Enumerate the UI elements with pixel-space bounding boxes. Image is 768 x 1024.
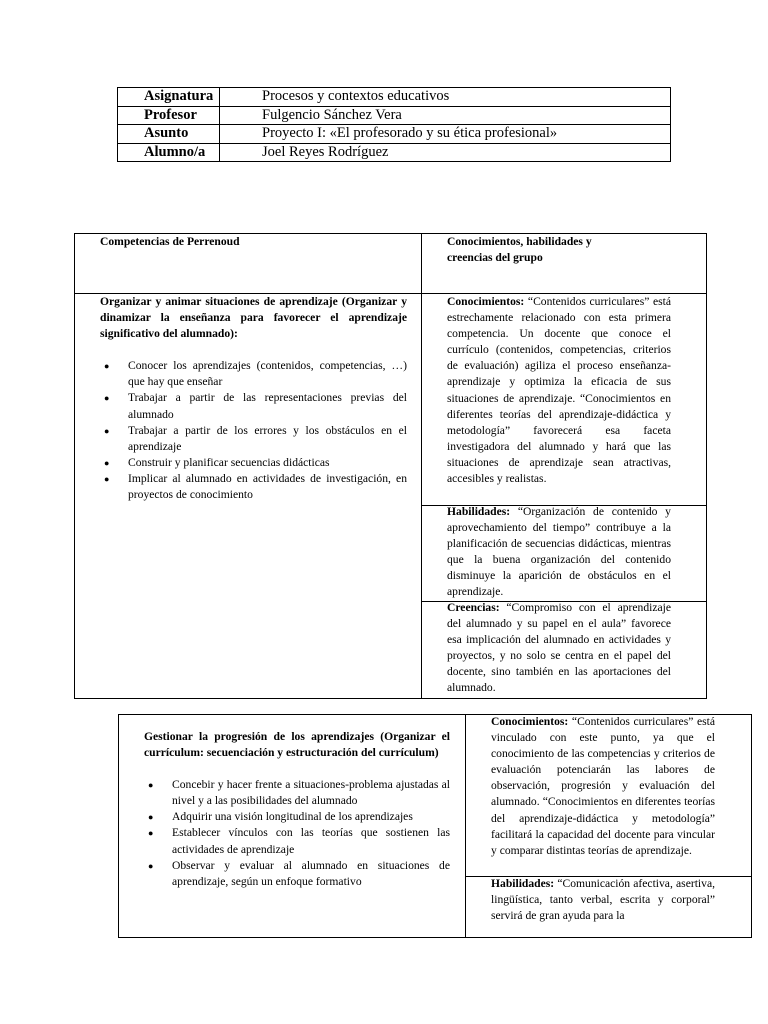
competence-list [144, 777, 450, 890]
competence-cell [100, 294, 407, 503]
info-label: Asunto [118, 125, 220, 144]
habilidades-cell [447, 504, 671, 601]
info-value: Procesos y contextos educativos [220, 88, 671, 107]
info-row [118, 88, 671, 107]
info-row [118, 143, 671, 162]
creencias-label: Creencias: [447, 601, 500, 614]
competence-title: Organizar y animar situaciones de aprendizaje (Organizar y dinamizar la enseñanza para favorecer el aprendizaje significativo del alumnado): [100, 295, 407, 341]
conocimientos-cell [491, 714, 715, 859]
info-value: Joel Reyes Rodríguez [220, 143, 671, 162]
list-item: ● Construir y planificar secuencias didácticas [100, 455, 407, 471]
info-label: Asignatura [118, 88, 220, 107]
column-divider [465, 715, 466, 937]
info-label: Profesor [118, 106, 220, 125]
list-item: ● Concebir y hacer frente a situaciones-problema ajustadas al nivel y a las posibilidades del alumnado [144, 777, 450, 809]
info-row [118, 125, 671, 144]
habilidades-label: Habilidades: [491, 877, 555, 890]
habilidades-label: Habilidades: [447, 505, 511, 518]
conocimientos-label: Conocimientos: [447, 295, 525, 308]
list-item: ● Implicar al alumnado en actividades de investigación, en proyectos de conocimiento [100, 471, 407, 503]
habilidades-cell [491, 876, 715, 924]
competencias-table-1 [74, 233, 707, 699]
competence-title: Gestionar la progresión de los aprendizajes (Organizar el currículum: secuenciación y estructuración del currículum) [144, 730, 450, 760]
list-item: ● Observar y evaluar al alumnado en situaciones de aprendizaje, según un enfoque formativo [144, 858, 450, 890]
list-item: ● Trabajar a partir de los errores y los obstáculos en el aprendizaje [100, 423, 407, 455]
conocimientos-text: “Contenidos curriculares” está vinculado con este punto, ya que el conocimiento de las competencias y criterios de evaluación potenciarán las labores de observación, progresión y evaluación del alumnado. “Conocimientos en diferentes teorías del aprendizaje-didáctica y metodología” facilitará la capacidad del docente para vincular y comparar distintas teorías de aprendizaje. [491, 715, 715, 857]
info-table [117, 87, 671, 162]
list-item: ● Trabajar a partir de las representaciones previas del alumnado [100, 390, 407, 422]
competence-cell [144, 729, 450, 890]
habilidades-text: “Comunicación afectiva, asertiva, lingüística, tanto verbal, escrita y corporal” servirá de gran ayuda para la [491, 877, 715, 923]
header-competencias: Competencias de Perrenoud [100, 235, 240, 248]
competencias-table-2 [118, 714, 752, 938]
column-divider [421, 234, 422, 698]
creencias-cell [447, 600, 671, 697]
list-item: ● Establecer vínculos con las teorías que sostienen las actividades de aprendizaje [144, 825, 450, 857]
header-conocimientos-grupo: Conocimientos, habilidades y creencias del grupo [447, 235, 592, 265]
info-row [118, 106, 671, 125]
list-item: ● Conocer los aprendizajes (contenidos, competencias, …) que hay que enseñar [100, 358, 407, 390]
info-value: Proyecto I: «El profesorado y su ética profesional» [220, 125, 671, 144]
conocimientos-text: “Contenidos curriculares” está estrechamente relacionado con esta primera competencia. Un docente que conoce el currículo (contenidos, competencias, criterios de evaluación) agiliza el proceso enseñanza-aprendizaje y optimiza la eficacia de sus situaciones de aprendizaje. “Conocimientos en diferentes teorías del aprendizaje-didáctica y metodología” favorecerá esa faceta investigadora del alumnado y hará que las situaciones de aprendizaje sean atractivas, accesibles y realistas. [447, 295, 671, 486]
habilidades-text: “Organización de contenido y aprovechamiento del tiempo” contribuye a la planificación de secuencias didácticas, mientras que la buena organización del contenido disminuye la aparición de obstáculos en el aprendizaje. [447, 505, 671, 599]
conocimientos-label: Conocimientos: [491, 715, 569, 728]
conocimientos-cell [447, 294, 671, 487]
info-label: Alumno/a [118, 143, 220, 162]
creencias-text: “Compromiso con el aprendizaje del alumnado y su papel en el aula” favorece esa implicación del alumnado en actividades y proyectos, y no solo se centra en el papel del docente, sino también en las aportaciones del alumnado. [447, 601, 671, 695]
list-item: ● Adquirir una visión longitudinal de los aprendizajes [144, 809, 450, 825]
info-value: Fulgencio Sánchez Vera [220, 106, 671, 125]
competence-list [100, 358, 407, 503]
